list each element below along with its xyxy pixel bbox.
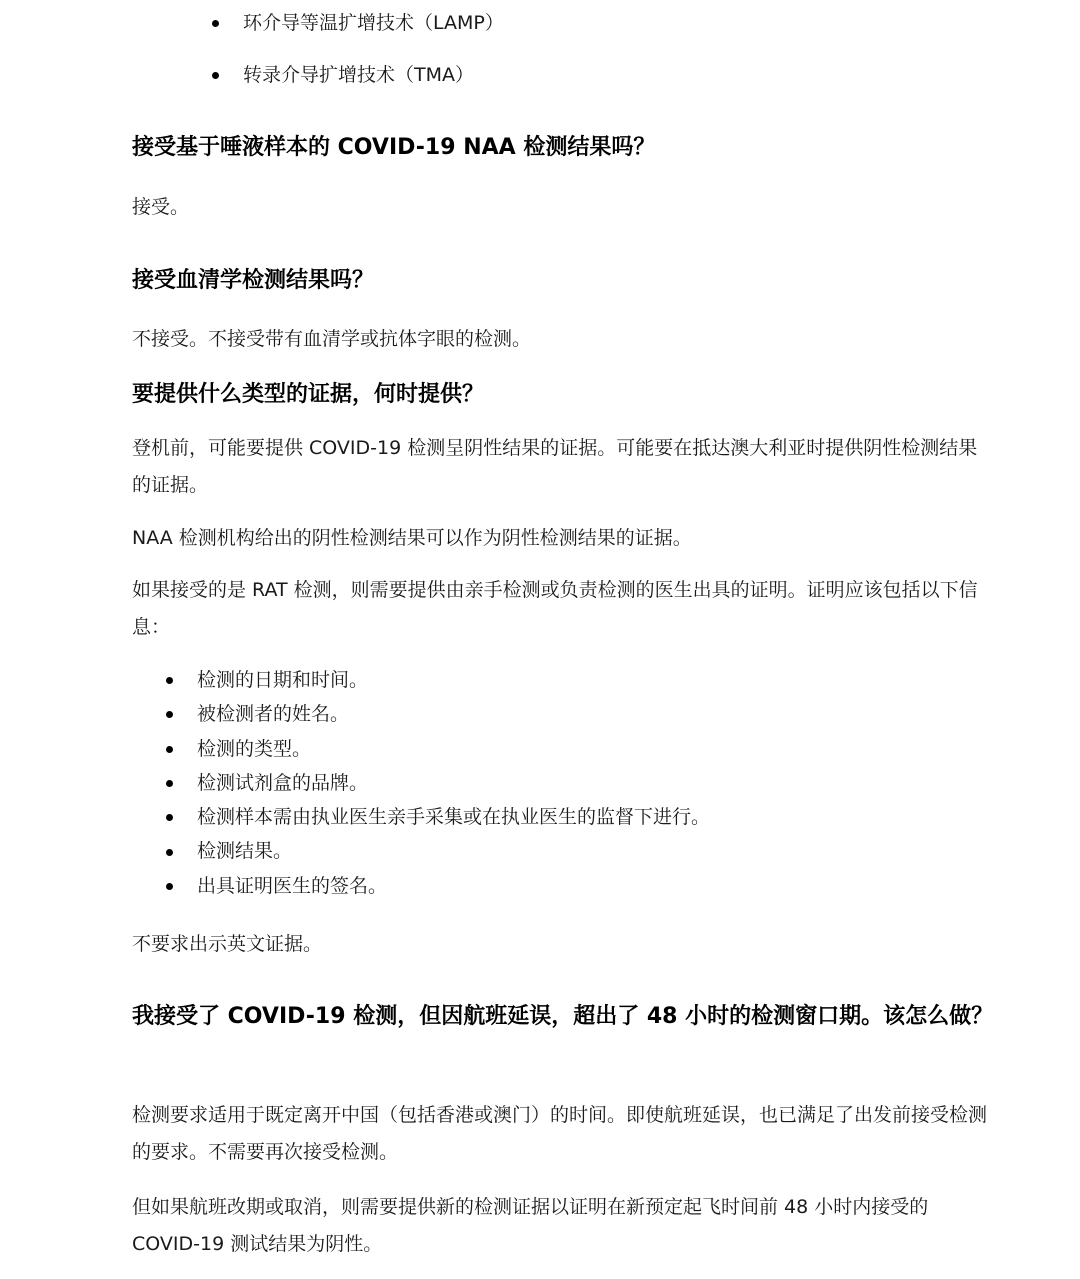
list-item: [163, 834, 1013, 868]
list-item: [163, 869, 1013, 903]
evidence-paragraph-4: 不要求出示英文证据。: [132, 933, 323, 955]
delay-question-heading: 我接受了 COVID-19 检测，但因航班延误，超出了 48 小时的检测窗口期。该怎么做？: [132, 1004, 994, 1029]
list-item-text: 检测样本需由执业医生亲手采集或在执业医生的监督下进行。: [197, 806, 711, 829]
list-item-text: 检测试剂盒的品牌。: [197, 771, 369, 794]
bullet-icon: [166, 746, 173, 753]
bullet-icon: [212, 72, 219, 79]
list-item-text: 环介导等温扩增技术（LAMP）: [243, 12, 504, 34]
list-item-text: 检测的类型。: [197, 737, 312, 760]
list-item-text: 出具证明医生的签名。: [197, 874, 388, 897]
list-item: [209, 4, 1009, 42]
test-methods-list: [209, 4, 1009, 94]
bullet-icon: [166, 677, 173, 684]
serology-answer: 不接受。不接受带有血清学或抗体字眼的检测。: [132, 328, 532, 350]
list-item: [209, 56, 1009, 94]
list-item-text: 检测的日期和时间。: [197, 669, 369, 691]
evidence-paragraph-3: 如果接受的是 RAT 检测，则需要提供由亲手检测或负责检测的医生出具的证明。证明应该包括以下信息：: [132, 579, 978, 638]
saliva-question-heading: 接受基于唾液样本的 COVID-19 NAA 检测结果吗？: [132, 135, 656, 160]
bullet-icon: [212, 20, 219, 27]
bullet-icon: [166, 849, 173, 856]
bullet-icon: [166, 711, 173, 718]
list-item-text: 检测结果。: [197, 840, 293, 863]
list-item: [163, 732, 1013, 766]
list-item-text: 转录介导扩增技术（TMA）: [243, 64, 474, 86]
bullet-icon: [166, 780, 173, 787]
list-item: [163, 697, 1013, 731]
evidence-paragraph-2: NAA 检测机构给出的阴性检测结果可以作为阴性检测结果的证据。: [132, 527, 692, 549]
evidence-paragraph-1: 登机前，可能要提供 COVID-19 检测呈阴性结果的证据。可能要在抵达澳大利亚时提供阴性检测结果的证据。: [132, 437, 978, 496]
bullet-icon: [166, 814, 173, 821]
certificate-info-list: [163, 663, 1013, 903]
delay-paragraph-2: 但如果航班改期或取消，则需要提供新的检测证据以证明在新预定起飞时间前 48 小时内接受的 COVID-19 测试结果为阴性。: [132, 1196, 929, 1255]
bullet-icon: [166, 883, 173, 890]
delay-paragraph-1: 检测要求适用于既定离开中国（包括香港或澳门）的时间。即使航班延误，也已满足了出发前接受检测的要求。不需要再次接受检测。: [132, 1104, 988, 1163]
list-item-text: 被检测者的姓名。: [197, 703, 350, 726]
saliva-answer: 接受。: [132, 196, 190, 218]
evidence-question-heading: 要提供什么类型的证据，何时提供？: [132, 382, 485, 407]
list-item: [163, 766, 1013, 800]
list-item: [163, 663, 1013, 697]
serology-question-heading: 接受血清学检测结果吗？: [132, 268, 375, 293]
list-item: [163, 800, 1013, 834]
